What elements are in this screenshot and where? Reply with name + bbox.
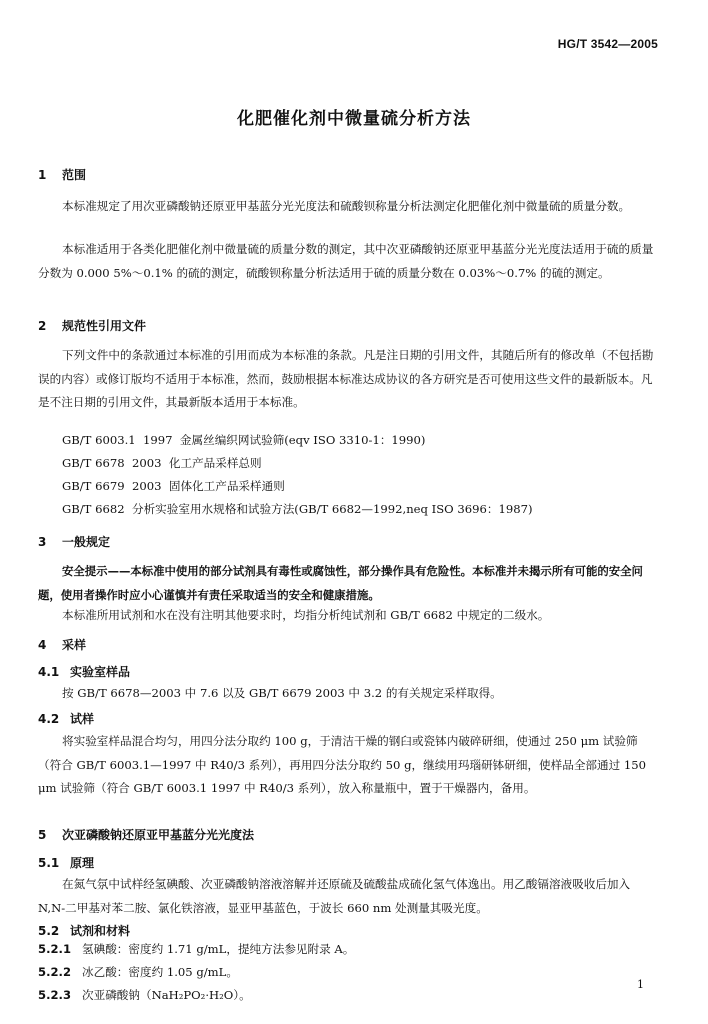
clause-text: 次亚磷酸钠（NaH₂PO₂·H₂O）。: [82, 988, 251, 1002]
section-title: 一般规定: [62, 535, 111, 549]
subsection-title: 试样: [70, 712, 95, 726]
subsection-4-1-heading: [38, 663, 130, 680]
section-title: 次亚磷酸钠还原亚甲基蓝分光光度法: [62, 828, 255, 842]
section-title: 规范性引用文件: [62, 319, 147, 333]
clause-number: 5.2.3: [38, 988, 72, 1002]
section-number: 4: [38, 638, 47, 652]
clause-text: 冰乙酸：密度约 1.05 g/mL。: [82, 965, 238, 979]
clause-5-2-2: [38, 964, 238, 980]
section-number: 2: [38, 319, 47, 333]
clause-number: 5.2.1: [38, 942, 72, 956]
section-title: 采样: [62, 638, 87, 652]
section-1-paragraph-1: 本标准规定了用次亚磷酸钠还原亚甲基蓝分光光度法和硫酸钡称量分析法测定化肥催化剂中微量硫的质量分数。: [62, 199, 631, 213]
subsection-5-1-heading: [38, 854, 94, 871]
section-1-heading: [38, 166, 86, 183]
clause-5-2-3: [38, 987, 251, 1003]
subsection-4-2-text: 将实验室样品混合均匀，用四分法分取约 100 g，于清洁干燥的钢臼或瓷钵内破碎研细，使通过 250 μm 试验筛（符合 GB/T 6003.1—1997 中 R40/3 系列），再用四分法分取约 50 g，继续用玛瑙研钵研细，使样品全部通过 150 μm 试验筛（符合 GB/T 6003.1 1997 中 R40/3 系列），放入称量瓶中，置于干燥器内，备用。: [38, 734, 647, 795]
subsection-5-1-text: 在氮气氛中试样经氢碘酸、次亚磷酸钠溶液溶解并还原硫及硫酸盐成硫化氢气体逸出。用乙酸镉溶液吸收后加入 N,N-二甲基对苯二胺、氯化铁溶液，显亚甲基蓝色，于波长 660 nm 处测量其吸光度。: [38, 877, 631, 915]
document-title: 化肥催化剂中微量硫分析方法: [237, 109, 471, 129]
section-3-heading: [38, 533, 110, 550]
section-3-paragraph-2: 本标准所用试剂和水在没有注明其他要求时，均指分析纯试剂和 GB/T 6682 中规定的二级水。: [62, 608, 550, 622]
clause-text: 氢碘酸：密度约 1.71 g/mL，提纯方法参见附录 A。: [82, 942, 355, 956]
clause-5-2-1: [38, 941, 354, 957]
section-4-heading: [38, 636, 86, 653]
subsection-4-1-text: 按 GB/T 6678—2003 中 7.6 以及 GB/T 6679 2003 中 3.2 的有关规定采样取得。: [62, 686, 502, 700]
subsection-title: 试剂和材料: [70, 924, 131, 938]
section-1-paragraph-2: 本标准适用于各类化肥催化剂中微量硫的质量分数的测定，其中次亚磷酸钠还原亚甲基蓝分光光度法适用于硫的质量分数为 0.000 5%～0.1% 的硫的测定，硫酸钡称量分析法适用于硫的质量分数在 0.03%～0.7% 的硫的测定。: [38, 242, 654, 280]
standard-code: HG/T 3542—2005: [557, 37, 658, 51]
normative-reference: GB/T 6682 分析实验室用水规格和试验方法(GB/T 6682—1992,neq ISO 3696：1987): [62, 502, 533, 516]
subsection-4-2-heading: [38, 710, 94, 727]
subsection-number: 4.1: [38, 665, 60, 679]
subsection-number: 4.2: [38, 712, 60, 726]
safety-notice: 安全提示——本标准中使用的部分试剂具有毒性或腐蚀性，部分操作具有危险性。本标准并未揭示所有可能的安全问题，使用者操作时应小心谨慎并有责任采取适当的安全和健康措施。: [38, 564, 643, 602]
subsection-title: 实验室样品: [70, 665, 131, 679]
clause-number: 5.2.2: [38, 965, 72, 979]
section-2-paragraph-1: 下列文件中的条款通过本标准的引用而成为本标准的条款。凡是注日期的引用文件，其随后所有的修改单（不包括勘误的内容）或修订版均不适用于本标准，然而，鼓励根据本标准达成协议的各方研究是否可使用这些文件的最新版本。凡是不注日期的引用文件，其最新版本适用于本标准。: [38, 348, 654, 409]
subsection-number: 5.1: [38, 856, 60, 870]
page-number: 1: [637, 978, 644, 991]
subsection-number: 5.2: [38, 924, 60, 938]
section-number: 5: [38, 828, 47, 842]
section-title: 范围: [62, 168, 87, 182]
normative-reference: GB/T 6003.1 1997 金属丝编织网试验筛(eqv ISO 3310-1：1990): [62, 433, 426, 447]
section-2-heading: [38, 317, 146, 334]
section-number: 1: [38, 168, 47, 182]
section-5-heading: [38, 826, 254, 843]
section-number: 3: [38, 535, 47, 549]
normative-reference: GB/T 6678 2003 化工产品采样总则: [62, 456, 262, 470]
subsection-title: 原理: [70, 856, 95, 870]
normative-reference: GB/T 6679 2003 固体化工产品采样通则: [62, 479, 285, 493]
subsection-5-2-heading: [38, 922, 130, 939]
